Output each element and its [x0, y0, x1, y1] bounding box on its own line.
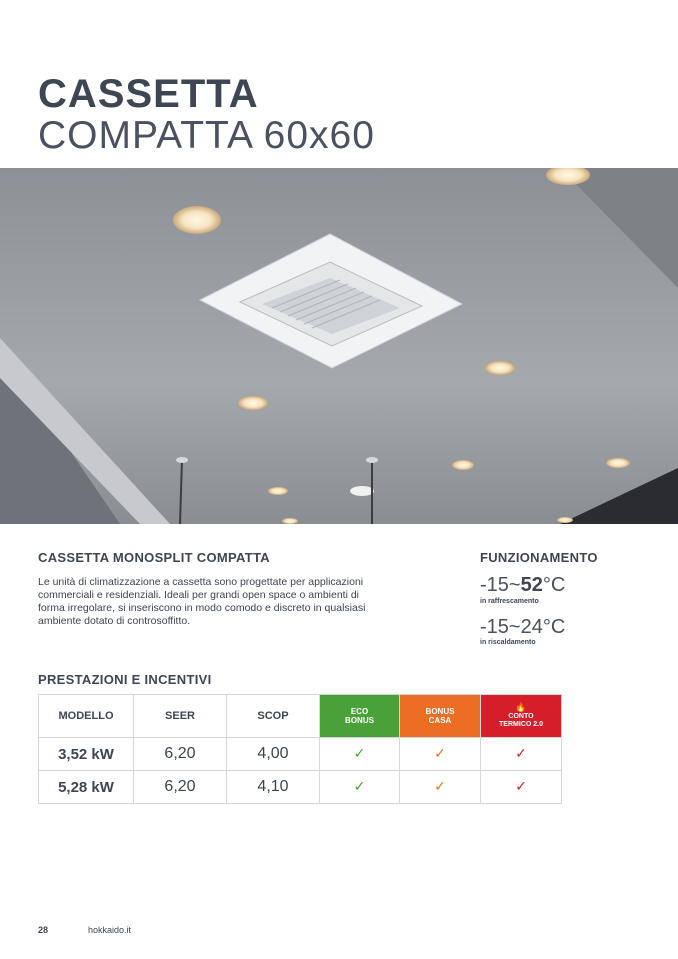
cell-model: 5,28 kW: [39, 771, 134, 804]
page-subtitle: COMPATTA 60x60: [38, 114, 375, 157]
cell-scop: 4,10: [227, 771, 320, 804]
product-photo: [0, 168, 678, 524]
page-title: CASSETTA: [38, 72, 259, 116]
cooling-label: in raffrescamento: [480, 598, 539, 605]
header-model: MODELLO: [39, 695, 134, 738]
table-header-row: [39, 695, 562, 738]
operation-heading: FUNZIONAMENTO: [480, 550, 598, 565]
heating-range: -15~24°C: [480, 616, 566, 638]
flame-icon: 🔥: [515, 702, 527, 712]
page-number: 28: [38, 925, 49, 935]
table-row: [39, 738, 562, 771]
header-conto-termico: 🔥 CONTO TERMICO 2.0: [481, 695, 562, 738]
header-scop: SCOP: [227, 695, 320, 738]
table-row: [39, 771, 562, 804]
cell-seer: 6,20: [134, 771, 227, 804]
cell-model: 3,52 kW: [39, 738, 134, 771]
cell-seer: 6,20: [134, 738, 227, 771]
heating-label: in riscaldamento: [480, 639, 536, 646]
cell-scop: 4,00: [227, 738, 320, 771]
cooling-range: -15~52°C: [480, 574, 566, 596]
check-icon: ✓: [320, 738, 400, 771]
check-icon: ✓: [400, 738, 481, 771]
performance-heading: PRESTAZIONI E INCENTIVI: [38, 672, 212, 687]
header-seer: SEER: [134, 695, 227, 738]
check-icon: ✓: [481, 738, 562, 771]
check-icon: ✓: [481, 771, 562, 804]
product-description: Le unità di climatizzazione a cassetta sono progettate per applicazioni commerciali e residenziali. Ideali per grandi open space o ambienti di forma irregolare, si inseriscono in modo comodo e discreto in qualsiasi ambiente dotato di controsoffitto.: [38, 576, 366, 627]
footer-website-link[interactable]: hokkaido.it: [88, 925, 132, 935]
performance-table: [38, 694, 562, 804]
section-heading: CASSETTA MONOSPLIT COMPATTA: [38, 550, 270, 565]
check-icon: ✓: [400, 771, 481, 804]
header-bonus-casa: BONUS CASA: [400, 695, 481, 738]
check-icon: ✓: [320, 771, 400, 804]
header-eco-bonus: ECO BONUS: [320, 695, 400, 738]
